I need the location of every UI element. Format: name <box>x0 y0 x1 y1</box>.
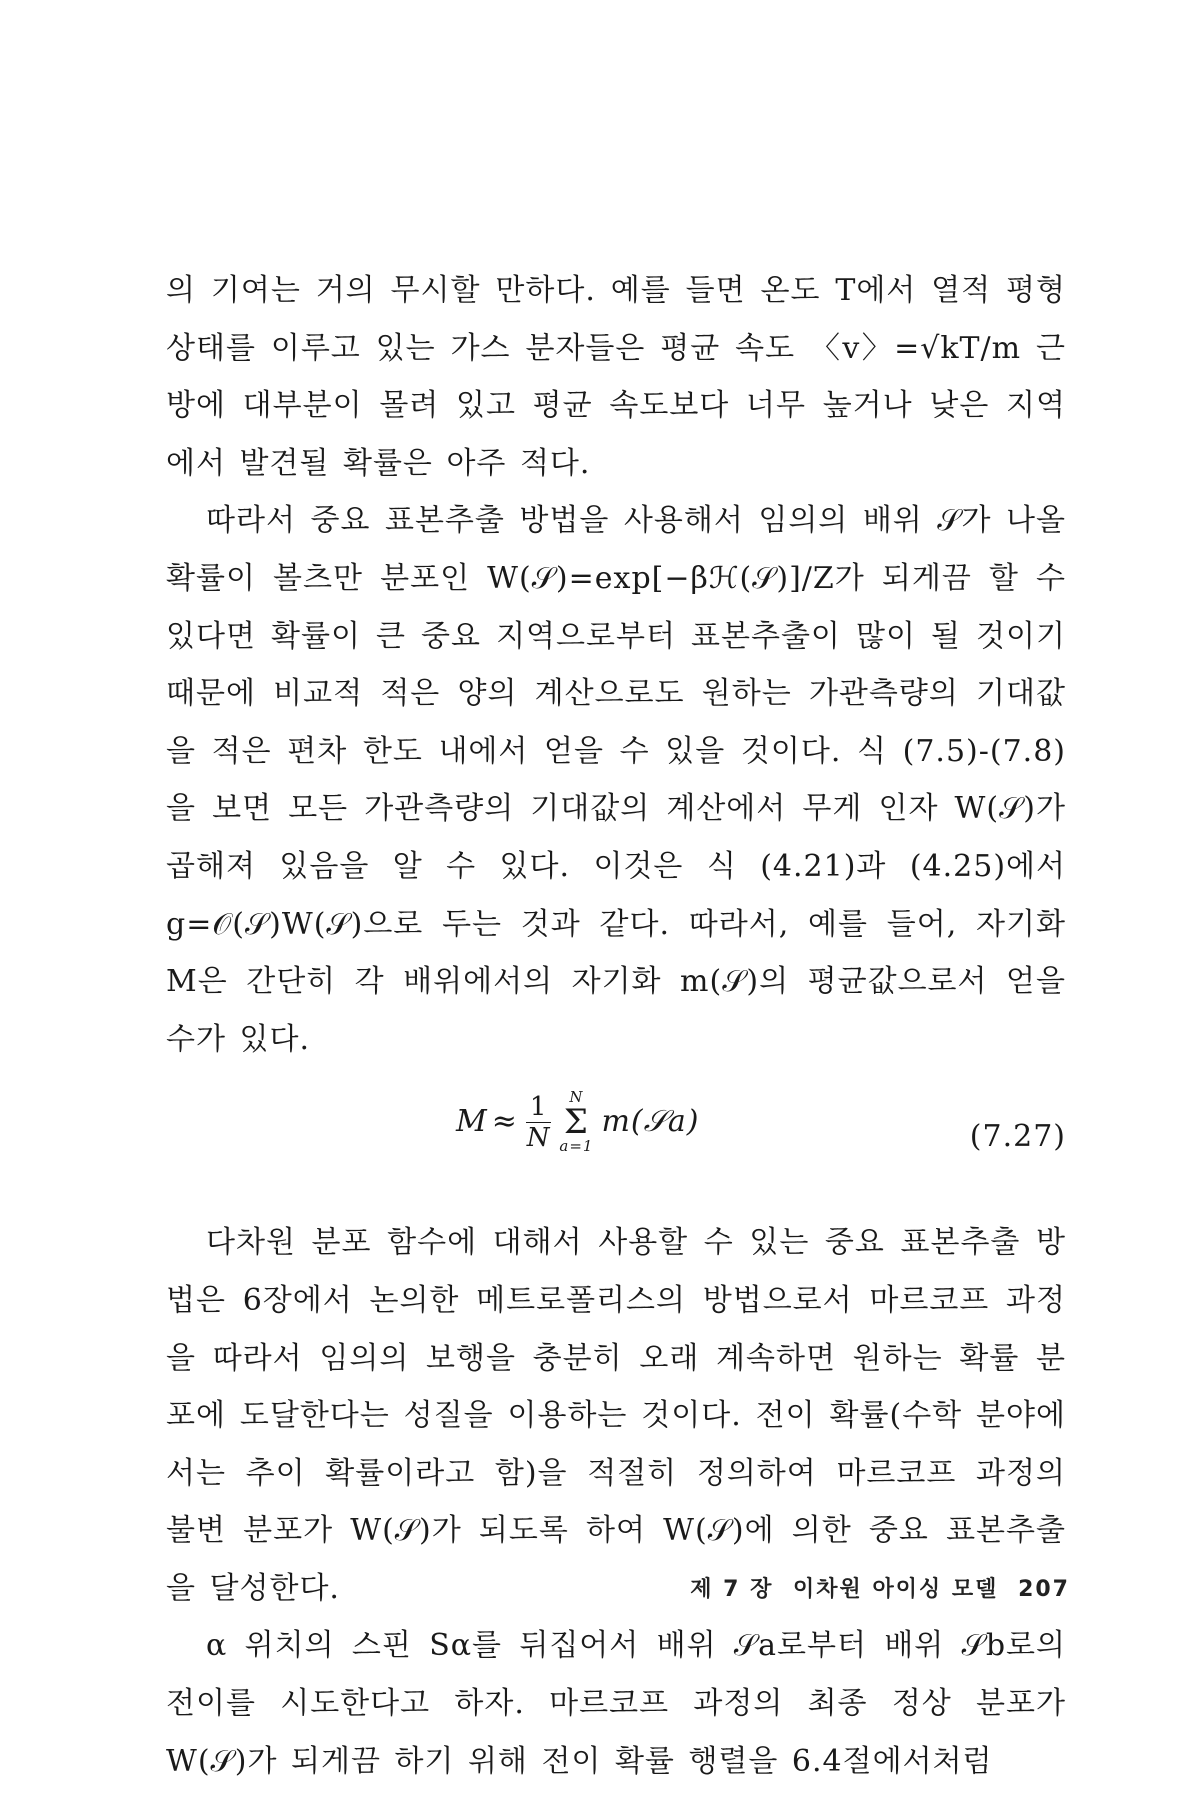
paragraph-4: α 위치의 스핀 Sα를 뒤집어서 배위 𝒮a로부터 배위 𝒮b로의 전이를 시도한다고 하자. 마르코프 과정의 최종 정상 분포가 W(𝒮)가 되게끔 하기 위해 전이 확률 행렬을 6.4절에서처럼 <box>166 1628 1066 1779</box>
equation-lhs: M <box>456 1104 488 1140</box>
paragraph-3: 다차원 분포 함수에 대해서 사용할 수 있는 중요 표본추출 방법은 6장에서 논의한 메트로폴리스의 방법으로서 마르코프 과정을 따라서 임의의 보행을 충분히 오래 계속하면 원하는 확률 분포에 도달한다는 성질을 이용하는 것이다. 전이 확률(수학 분야에서는 추이 확률이라고 함)을 적절히 정의하여 마르코프 과정의 불변 분포가 W(𝒮)가 되도록 하여 W(𝒮)에 의한 중요 표본추출을 달성한다. <box>166 1225 1066 1606</box>
equation-number: (7.27) <box>969 1119 1066 1155</box>
page-footer <box>640 1572 1070 1603</box>
equation-body <box>456 1090 699 1154</box>
sum-lower-limit: a=1 <box>559 1137 594 1156</box>
footer-page-number: 207 <box>1018 1577 1070 1602</box>
paragraph-2: 따라서 중요 표본추출 방법을 사용해서 임의의 배위 𝒮가 나올 확률이 볼츠만 분포인 W(𝒮)=exp[−βℋ(𝒮)]/Z가 되게끔 할 수 있다면 확률이 큰 중요 지역으로부터 표본추출이 많이 될 것이기 때문에 비교적 적은 양의 계산으로도 원하는 가관측량의 기대값을 적은 편차 한도 내에서 얻을 수 있을 것이다. 식 (7.5)-(7.8)을 보면 모든 가관측량의 기대값의 계산에서 무게 인자 W(𝒮)가 곱해져 있음을 알 수 있다. 이것은 식 (4.21)과 (4.25)에서 g=𝒪(𝒮)W(𝒮)으로 두는 것과 같다. 따라서, 예를 들어, 자기화 M은 간단히 각 배위에서의 자기화 m(𝒮)의 평균값으로서 얻을 수가 있다. <box>166 503 1066 1057</box>
footer-chapter: 제 7 장 <box>690 1577 774 1602</box>
fraction-denominator: N <box>526 1122 551 1153</box>
equation-7-27 <box>166 1072 1066 1192</box>
summation <box>559 1090 593 1154</box>
sum-upper-limit: N <box>569 1088 584 1107</box>
equation-summand: m(𝒮a) <box>601 1104 700 1140</box>
footer-chapter-title: 이차원 아이싱 모델 <box>793 1577 999 1602</box>
paragraph-1: 의 기여는 거의 무시할 만하다. 예를 들면 온도 T에서 열적 평형 상태를 이루고 있는 가스 분자들은 평균 속도 〈v〉=√kT/m 근방에 대부분이 몰려 있고 평균 속도보다 너무 높거나 낮은 지역에서 발견될 확률은 아주 적다. <box>166 273 1066 481</box>
body-text <box>166 262 1066 1790</box>
equation-relation: ≈ <box>491 1104 518 1140</box>
equation-fraction <box>526 1092 552 1153</box>
fraction-numerator: 1 <box>526 1092 552 1123</box>
sum-symbol: Σ <box>563 1102 589 1143</box>
